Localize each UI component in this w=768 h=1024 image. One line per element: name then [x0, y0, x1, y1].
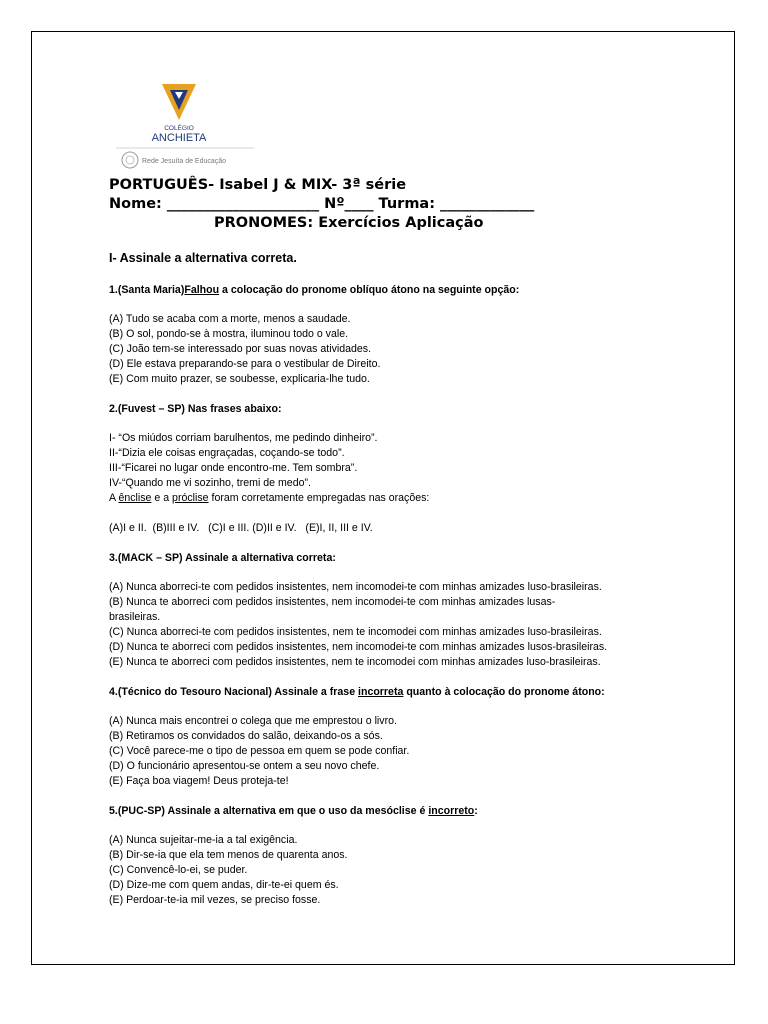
- question-5: [109, 804, 709, 908]
- question-3-title: 3.(MACK – SP) Assinale a alternativa correta:: [109, 552, 336, 564]
- option-d: (D) O funcionário apresentou-se ontem a seu novo chefe.: [109, 760, 380, 772]
- logo-line2: ANCHIETA: [151, 132, 207, 144]
- option-a: (A) Nunca sujeitar-me-ia a tal exigência.: [109, 834, 298, 846]
- question-1-title: 1.(Santa Maria)Falhou a colocação do pronome oblíquo átono na seguinte opção:: [109, 284, 520, 296]
- question-3: [109, 551, 709, 685]
- question-2: [109, 402, 709, 551]
- option-d: (D) Nunca te aborreci com pedidos insistentes, nem incomodei-te com minhas amizades lusos-brasileiras.: [109, 641, 608, 653]
- logo-network-text: Rede Jesuíta de Educação: [142, 158, 227, 165]
- sentence-iii: III-“Ficarei no lugar onde encontro-me. Tem sombra”.: [109, 462, 358, 474]
- option-b: (B) O sol, pondo-se à mostra, iluminou todo o vale.: [109, 328, 349, 340]
- school-logo: [116, 80, 256, 172]
- logo-line1: COLÉGIO: [164, 125, 194, 132]
- question-4-title: 4.(Técnico do Tesouro Nacional) Assinale a frase incorreta quanto à colocação do pronome átono:: [109, 686, 605, 698]
- option-b: (B) Dir-se-ia que ela tem menos de quarenta anos.: [109, 849, 348, 861]
- option-a: (A) Tudo se acaba com a morte, menos a saudade.: [109, 313, 351, 325]
- question-5-title: 5.(PUC-SP) Assinale a alternativa em que o uso da mesóclise é incorreto:: [109, 805, 478, 817]
- sentence-i: I- “Os miúdos corriam barulhentos, me pedindo dinheiro”.: [109, 432, 378, 444]
- question-4: [109, 685, 709, 804]
- option-c: (C) Convencê-lo-ei, se puder.: [109, 864, 248, 876]
- option-b: (B) Retiramos os convidados do salão, deixando-os a sós.: [109, 730, 383, 742]
- subject-line: PORTUGUÊS- Isabel J & MIX- 3ª série: [109, 177, 407, 193]
- worksheet-body: [109, 251, 709, 908]
- sentence-ii: II-“Dizia ele coisas engraçadas, coçando-se todo”.: [109, 447, 345, 459]
- question-2-stem: A ênclise e a próclise foram corretamente empregadas nas orações:: [109, 492, 430, 504]
- section-title: I- Assinale a alternativa correta.: [109, 251, 297, 265]
- option-c: (C) Nunca aborreci-te com pedidos insistentes, nem te incomodei com minhas amizades luso-brasileiras.: [109, 626, 602, 638]
- option-e: (E) Nunca te aborreci com pedidos insistentes, nem te incomodei com minhas amizades luso-brasileiras.: [109, 656, 601, 668]
- student-fields-line: Nome: _____________________ Nº____ Turma: _____________: [109, 196, 535, 212]
- option-b-continued: brasileiras.: [109, 611, 161, 623]
- worksheet-header: [109, 176, 534, 233]
- worksheet-title: PRONOMES: Exercícios Aplicação: [214, 215, 484, 231]
- question-2-title: 2.(Fuvest – SP) Nas frases abaixo:: [109, 403, 282, 415]
- question-1: [109, 283, 709, 402]
- option-d: (D) Ele estava preparando-se para o vestibular de Direito.: [109, 358, 381, 370]
- anchieta-logo-graphic: [116, 80, 256, 172]
- question-2-options: (A)I e II. (B)III e IV. (C)I e III. (D)II e IV. (E)I, II, III e IV.: [109, 522, 373, 534]
- option-a: (A) Nunca aborreci-te com pedidos insistentes, nem incomodei-te com minhas amizades luso-brasileiras.: [109, 581, 602, 593]
- option-d: (D) Dize-me com quem andas, dir-te-ei quem és.: [109, 879, 339, 891]
- option-e: (E) Perdoar-te-ia mil vezes, se preciso fosse.: [109, 894, 321, 906]
- rede-jesuita-seal-icon: [122, 152, 138, 168]
- sentence-iv: IV-“Quando me vi sozinho, tremi de medo”.: [109, 477, 311, 489]
- option-b: (B) Nunca te aborreci com pedidos insistentes, nem incomodei-te com minhas amizades lusas-: [109, 596, 556, 608]
- option-e: (E) Faça boa viagem! Deus proteja-te!: [109, 775, 289, 787]
- option-c: (C) João tem-se interessado por suas novas atividades.: [109, 343, 372, 355]
- option-e: (E) Com muito prazer, se soubesse, explicaria-lhe tudo.: [109, 373, 370, 385]
- option-a: (A) Nunca mais encontrei o colega que me emprestou o livro.: [109, 715, 397, 727]
- option-c: (C) Você parece-me o tipo de pessoa em quem se pode confiar.: [109, 745, 410, 757]
